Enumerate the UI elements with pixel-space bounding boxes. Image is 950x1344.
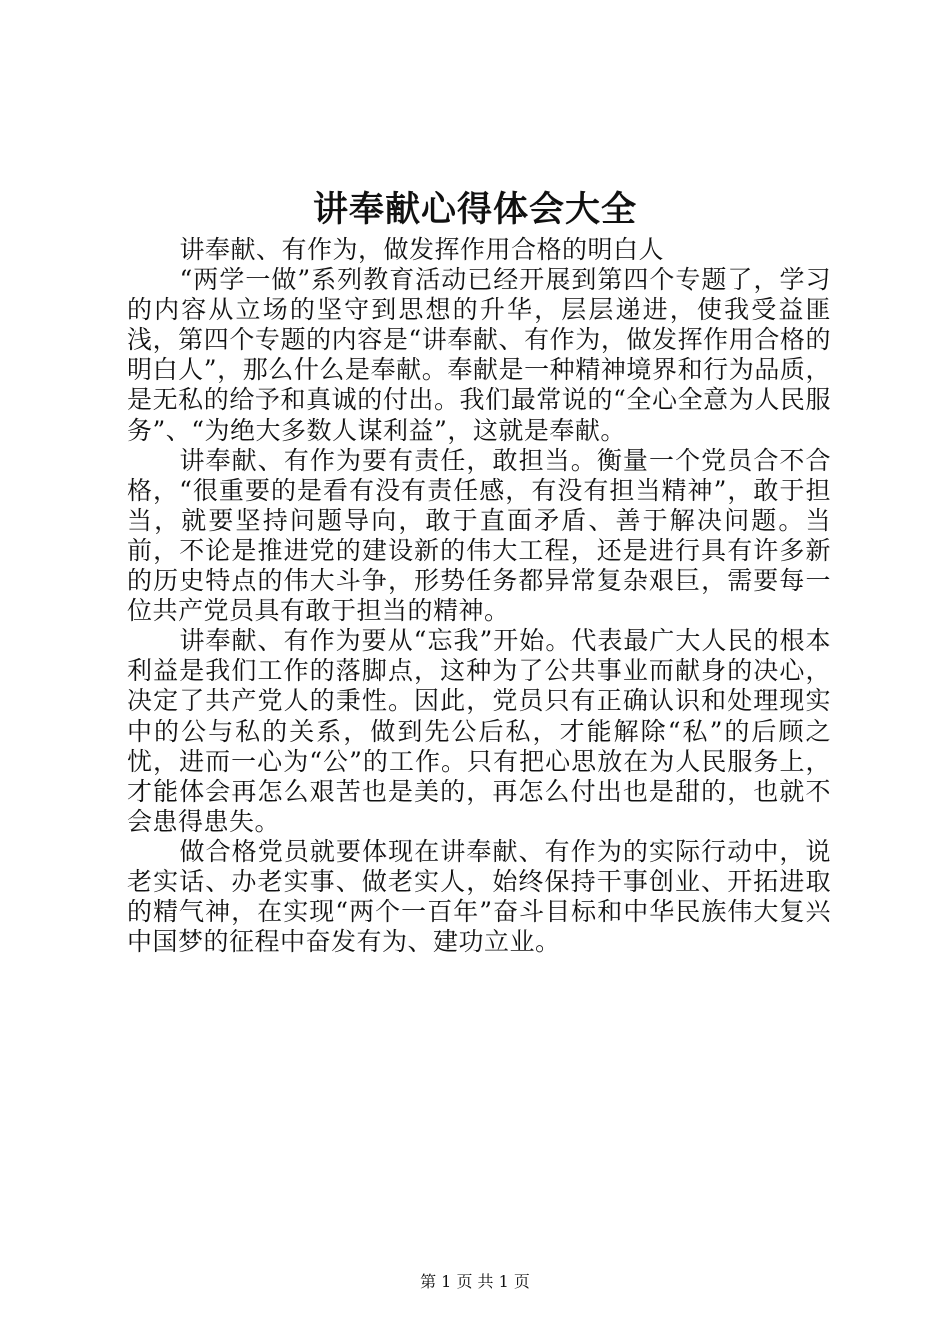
- paragraph: 做合格党员就要体现在讲奉献、有作为的实际行动中，说老实话、办老实事、做老实人，始终保持干事创业、开拓进取的精气神，在实现“两个一百年”奋斗目标和中华民族伟大复兴中国梦的征程中奋发有为、建功立业。: [127, 836, 831, 957]
- document-body: [127, 235, 831, 957]
- document-title: 讲奉献心得体会大全: [312, 189, 637, 230]
- paragraph: “两学一做”系列教育活动已经开展到第四个专题了，学习的内容从立场的坚守到思想的升华，层层递进，使我受益匪浅，第四个专题的内容是“讲奉献、有作为，做发挥作用合格的明白人”，那么什么是奉献。奉献是一种精神境界和行为品质，是无私的给予和真诚的付出。我们最常说的“全心全意为人民服务”、“为绝大多数人谋利益”，这就是奉献。: [127, 265, 831, 445]
- paragraph: 讲奉献、有作为要有责任，敢担当。衡量一个党员合不合格，“很重要的是看有没有责任感，有没有担当精神”，敢于担当，就要坚持问题导向，敢于直面矛盾、善于解决问题。当前，不论是推进党的建设新的伟大工程，还是进行具有许多新的历史特点的伟大斗争，形势任务都异常复杂艰巨，需要每一位共产党员具有敢于担当的精神。: [127, 445, 831, 626]
- paragraph: 讲奉献、有作为要从“忘我”开始。代表最广大人民的根本利益是我们工作的落脚点，这种为了公共事业而献身的决心，决定了共产党人的秉性。因此，党员只有正确认识和处理现实中的公与私的关系，做到先公后私，才能解除“私”的后顾之忧，进而一心为“公”的工作。只有把心思放在为人民服务上，才能体会再怎么艰苦也是美的，再怎么付出也是甜的，也就不会患得患失。: [127, 626, 831, 836]
- paragraph-subtitle: 讲奉献、有作为，做发挥作用合格的明白人: [179, 235, 665, 264]
- page-number-footer: 第 1 页 共 1 页: [420, 1272, 530, 1291]
